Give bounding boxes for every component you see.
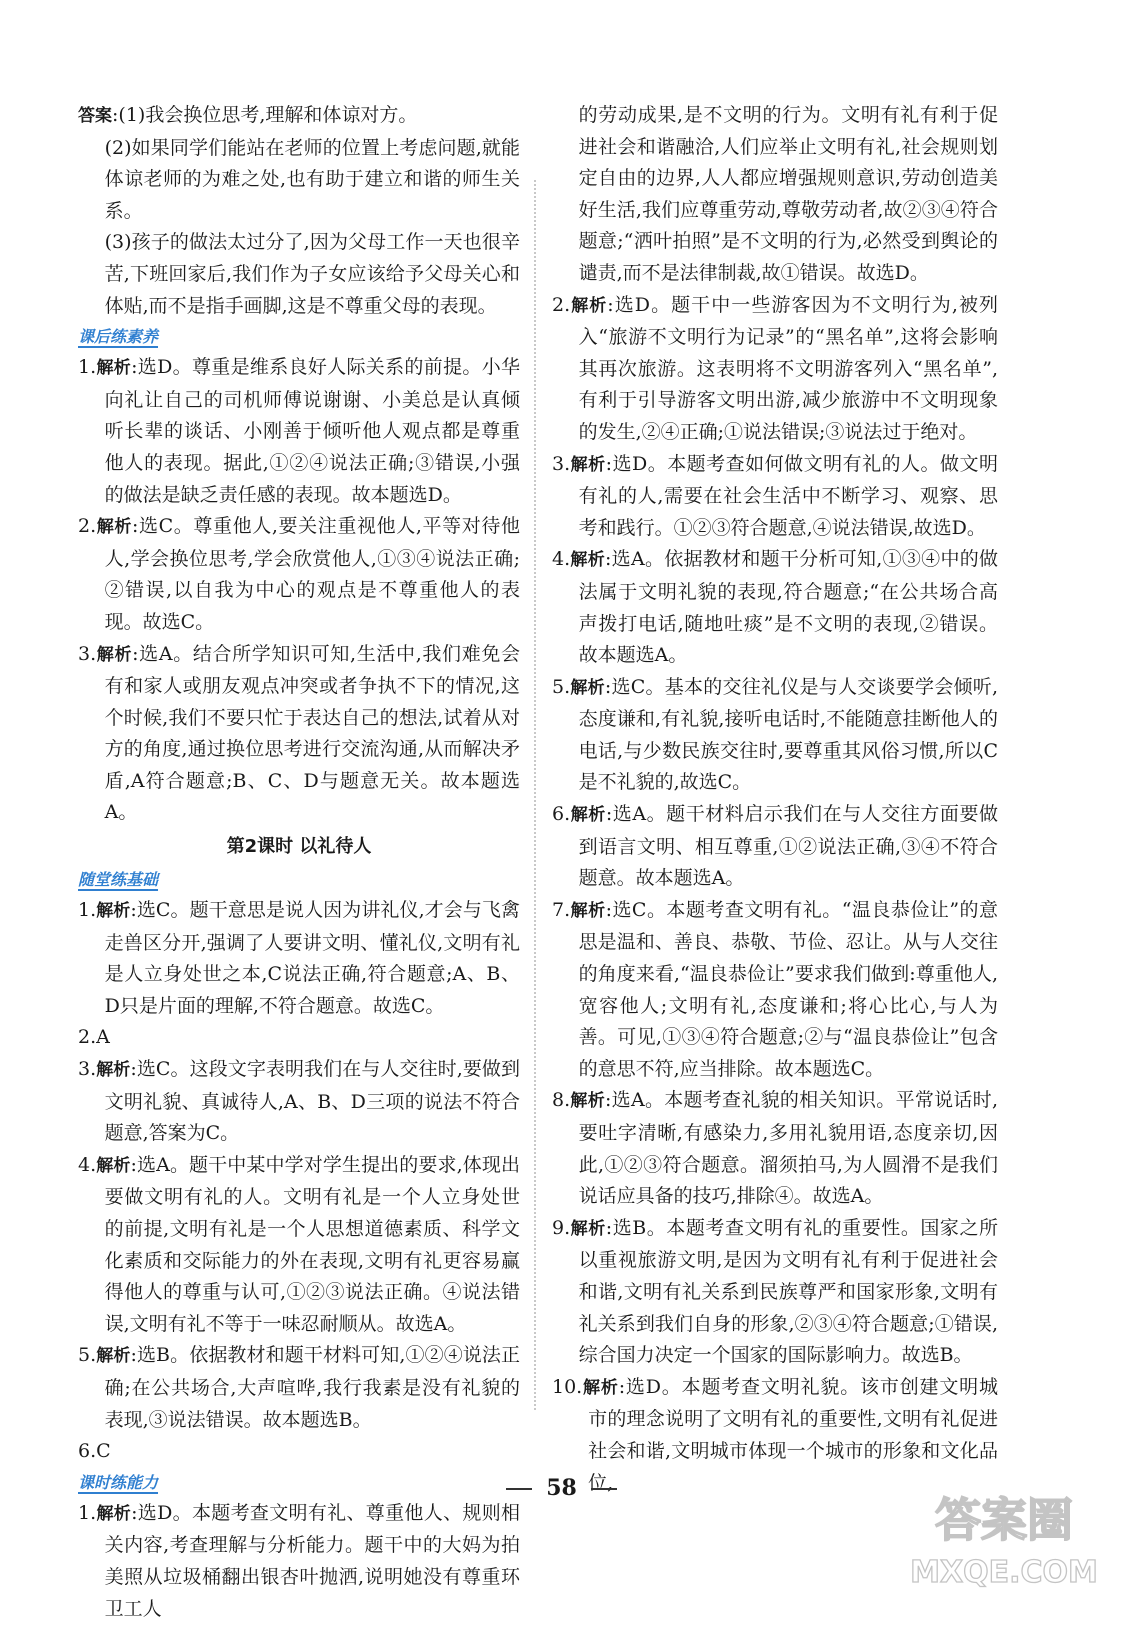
item-number: 10. xyxy=(552,1375,583,1398)
item-text: :选A。题干材料启示我们在与人交往方面要做到语言文明、相互尊重,①②说法正确,③④不符合题意。故本题选A。 xyxy=(578,803,999,890)
suitang-item xyxy=(78,1436,520,1468)
right-item xyxy=(552,290,998,449)
suitang-item xyxy=(78,895,520,1022)
right-column xyxy=(552,100,998,1499)
analysis-label: 解析 xyxy=(96,901,131,922)
item-text: :选A。结合所学知识可知,生活中,我们难免会有和家人或朋友观点冲突或者争执不下的情况,这个时候,我们不要只忙于表达自己的想法,试着从对方的角度,通过换位思考进行交流沟通,从而解决矛盾,A符合题意;B、C、D与题意无关。故本题选A。 xyxy=(104,642,521,824)
item-number: 5. xyxy=(78,1344,97,1367)
analysis-label: 解析 xyxy=(96,1155,131,1176)
item-text: A xyxy=(96,1026,110,1049)
item-number: 6. xyxy=(78,1440,97,1463)
item-number: 9. xyxy=(552,1216,571,1239)
analysis-label: 解析 xyxy=(570,805,606,826)
suitang-item xyxy=(78,1150,520,1341)
item-number: 8. xyxy=(552,1089,571,1112)
item-text: C xyxy=(96,1440,111,1463)
item-text: :选D。题干中一些游客因为不文明行为,被列入“旅游不文明行为记录”的“黑名单”,这将会影响其再次旅游。这表明将不文明游客列入“黑名单”,有利于引导游客文明出游,减少旅游中不文明现象的发生,②④正确;①说法错误;③说法过于绝对。 xyxy=(578,293,998,443)
item-number: 6. xyxy=(552,803,571,826)
item-number: 4. xyxy=(552,548,571,571)
keshi-list xyxy=(78,1498,520,1625)
item-text: :选C。本题考查文明有礼。“温良恭俭让”的意思是温和、善良、恭敬、节俭、忍让。从与人交往的角度来看,“温良恭俭让”要求我们做到:尊重他人,宽容他人;文明有礼,态度谦和;将心比心,与人为善。可见,①③④符合题意;②与“温良恭俭让”包含的意思不符,应当排除。故本题选C。 xyxy=(578,898,998,1080)
suitang-item xyxy=(78,1022,520,1054)
lesson-title: 第2课时 以礼待人 xyxy=(226,836,372,858)
item-number: 3. xyxy=(78,1058,97,1081)
section-heading-kehou: 课后练素养 xyxy=(78,327,159,347)
analysis-label: 解析 xyxy=(96,1346,131,1367)
left-column xyxy=(78,100,520,1625)
suitang-item xyxy=(78,1054,520,1150)
item-text: :选A。本题考查礼貌的相关知识。平常说话时,要吐字清晰,有感染力,多用礼貌用语,态度亲切,因此,①②③符合题意。溜须拍马,为人圆滑不是我们说话应具备的技巧,排除④。故选A。 xyxy=(578,1089,998,1208)
analysis-label: 解析 xyxy=(96,517,132,538)
analysis-label: 解析 xyxy=(96,1503,132,1524)
analysis-label: 解析 xyxy=(570,454,606,475)
item-text: :选D。本题考查文明有礼、尊重他人、规则相关内容,考查理解与分析能力。题干中的大妈为拍美照从垃圾桶翻出银杏叶抛洒,说明她没有尊重环卫工人 xyxy=(104,1501,521,1620)
page-number: 58 xyxy=(0,1475,1123,1501)
answer-label: 答案 xyxy=(78,106,112,126)
item-number: 1. xyxy=(78,356,97,379)
section-heading-keshi: 课时练能力 xyxy=(78,1472,159,1492)
item-text: :选C。尊重他人,要关注重视他人,平等对待他人,学会换位思考,学会欣赏他人,①③④说法正确;②错误,以自我为中心的观点是不尊重他人的表现。故选C。 xyxy=(104,515,520,633)
analysis-label: 解析 xyxy=(570,900,606,921)
right-item xyxy=(552,799,998,895)
section-heading-suitang: 随堂练基础 xyxy=(78,870,159,890)
answer-part-1: 答案:(1)我会换位思考,理解和体谅对方。 xyxy=(78,104,418,126)
watermark-top: 答案圈 xyxy=(935,1493,1073,1547)
analysis-label: 解析 xyxy=(570,677,605,698)
watermark-bottom: MXQE.COM xyxy=(910,1555,1098,1590)
item-number: 2. xyxy=(552,293,571,316)
analysis-label: 解析 xyxy=(570,550,605,571)
kehou-item xyxy=(78,639,520,830)
analysis-label: 解析 xyxy=(582,1377,619,1398)
kehou-item xyxy=(78,511,520,638)
item-text: :选A。依据教材和题干分析可知,①③④中的做法属于文明礼貌的表现,符合题意;“在公共场合高声拨打电话,随地吐痰”是不文明的表现,②错误。故本题选A。 xyxy=(578,548,998,667)
keshi-item xyxy=(78,1498,520,1625)
item-number: 1. xyxy=(78,1501,97,1524)
right-list xyxy=(552,290,998,1500)
watermark-logo xyxy=(899,1474,1109,1594)
item-text: :选C。题干意思是说人因为讲礼仪,才会与飞禽走兽区分开,强调了人要讲文明、懂礼仪,文明有礼是人立身处世之本,C说法正确,符合题意;A、B、D只是片面的理解,不符合题意。故选C。 xyxy=(104,899,520,1017)
item-text: :选C。基本的交往礼仪是与人交谈要学会倾听,态度谦和,有礼貌,接听电话时,不能随意挂断他人的电话,与少数民族交往时,要尊重其风俗习惯,所以C是不礼貌的,故选C。 xyxy=(578,675,998,794)
item-text: :选B。依据教材和题干材料可知,①②④说法正确;在公共场合,大声喧哗,我行我素是没有礼貌的表现,③说法错误。故本题选B。 xyxy=(104,1344,521,1431)
kehou-list xyxy=(78,352,520,829)
item-number: 7. xyxy=(552,898,571,921)
suitang-item xyxy=(78,1340,520,1436)
right-item xyxy=(552,544,998,671)
answer-part-3: (3)孩子的做法太过分了,因为父母工作一天也很辛苦,下班回家后,我们作为子女应该给予父母关心和体贴,而不是指手画脚,这是不尊重父母的表现。 xyxy=(104,231,520,317)
analysis-label: 解析 xyxy=(96,1060,131,1081)
item-text: :选A。题干中某中学对学生提出的要求,体现出要做文明有礼的人。文明有礼是一个人立身处世的前提,文明有礼是一个人思想道德素质、科学文化素质和交际能力的外在表现,文明有礼更容易赢得他人的尊重与认可,①②③说法正确。④说法错误,文明有礼不等于一味忍耐顺从。故选A。 xyxy=(104,1153,520,1335)
kehou-item xyxy=(78,352,520,511)
item-number: 2. xyxy=(78,1026,97,1049)
item-number: 3. xyxy=(552,452,571,475)
item-text: :选D。本题考查文明礼貌。该市创建文明城市的理念说明了文明有礼的重要性,文明有礼促进社会和谐,文明城市体现一个城市的形象和文化品位, xyxy=(588,1375,999,1494)
right-item xyxy=(552,895,998,1086)
page-dash-right xyxy=(591,1488,617,1490)
item-text: :选D。本题考查如何做文明有礼的人。做文明有礼的人,需要在社会生活中不断学习、观察、思考和践行。①②③符合题意,④说法错误,故选D。 xyxy=(578,452,999,539)
item-text: :选C。这段文字表明我们在与人交往时,要做到文明礼貌、真诚待人,A、B、D三项的说法不符合题意,答案为C。 xyxy=(104,1058,520,1145)
answer-part-2: (2)如果同学们能站在老师的位置上考虑问题,就能体谅老师的为难之处,也有助于建立和谐的师生关系。 xyxy=(104,136,520,222)
analysis-label: 解析 xyxy=(96,358,132,379)
item-number: 4. xyxy=(78,1153,97,1176)
page-dash-left xyxy=(506,1488,532,1490)
analysis-label: 解析 xyxy=(570,1218,606,1239)
analysis-label: 解析 xyxy=(96,644,133,665)
item-text: :选D。尊重是维系良好人际关系的前提。小华向礼让自己的司机师傅说谢谢、小美总是认真倾听长辈的谈话、小刚善于倾听他人观点都是尊重他人的表现。据此,①②④说法正确;③错误,小强的做法是缺乏责任感的表现。故本题选D。 xyxy=(104,356,521,506)
continued-paragraph: 的劳动成果,是不文明的行为。文明有礼有利于促进社会和谐融洽,人们应举止文明有礼,社会规则划定自由的边界,人人都应增强规则意识,劳动创造美好生活,我们应尊重劳动,尊敬劳动者,故②③④符合题意;“洒叶拍照”是不文明的行为,必然受到舆论的谴责,而不是法律制裁,故①错误。故选D。 xyxy=(578,104,998,284)
item-number: 1. xyxy=(78,899,97,922)
item-number: 5. xyxy=(552,675,571,698)
suitang-list xyxy=(78,895,520,1468)
right-item xyxy=(552,1213,998,1372)
right-item xyxy=(552,672,998,799)
analysis-label: 解析 xyxy=(570,1091,605,1112)
item-number: 2. xyxy=(78,515,97,538)
item-number: 3. xyxy=(78,642,97,665)
column-divider xyxy=(534,180,536,1410)
right-item xyxy=(552,1085,998,1212)
item-text: :选B。本题考查文明有礼的重要性。国家之所以重视旅游文明,是因为文明有礼有利于促进社会和谐,文明有礼关系到民族尊严和国家形象,文明有礼关系到我们自身的形象,②③④符合题意;①错误,综合国力决定一个国家的国际影响力。故选B。 xyxy=(578,1216,999,1367)
analysis-label: 解析 xyxy=(570,295,608,316)
right-item xyxy=(552,449,998,545)
